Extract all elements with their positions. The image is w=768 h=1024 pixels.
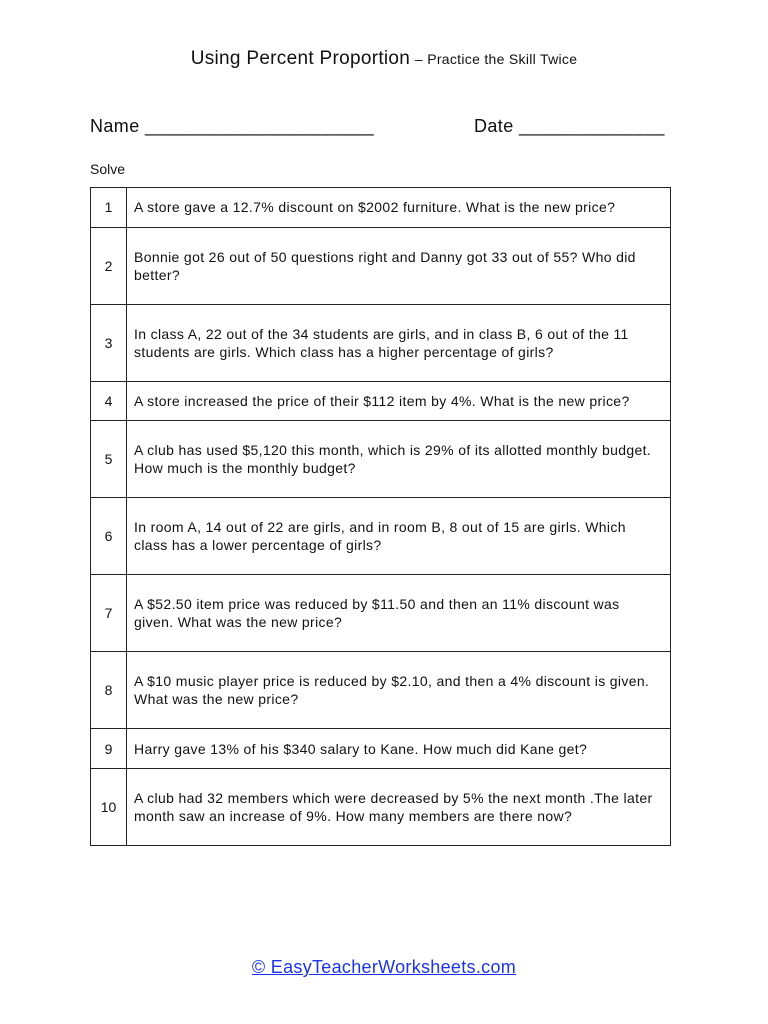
- question-row: [91, 768, 671, 845]
- question-number: 7: [91, 575, 127, 652]
- question-number: 4: [91, 381, 127, 421]
- question-text: Bonnie got 26 out of 50 questions right and Danny got 33 out of 55? Who did better?: [127, 227, 671, 304]
- question-number: 6: [91, 498, 127, 575]
- question-row: [91, 381, 671, 421]
- copyright-link[interactable]: © EasyTeacherWorksheets.com: [251, 957, 517, 977]
- question-row: [91, 498, 671, 575]
- question-number: 1: [91, 188, 127, 228]
- question-number: 5: [91, 421, 127, 498]
- question-row: [91, 575, 671, 652]
- question-number: 3: [91, 304, 127, 381]
- question-row: [91, 421, 671, 498]
- question-number: 9: [91, 729, 127, 769]
- question-row: [91, 729, 671, 769]
- question-number: 10: [91, 768, 127, 845]
- question-number: 2: [91, 227, 127, 304]
- question-text: A store gave a 12.7% discount on $2002 furniture. What is the new price?: [127, 188, 671, 228]
- worksheet-title: [0, 48, 768, 70]
- footer: [0, 957, 768, 978]
- questions-table: [90, 187, 671, 846]
- name-field: Name ______________________: [90, 116, 375, 136]
- instructions: Solve: [90, 161, 126, 177]
- question-row: [91, 652, 671, 729]
- question-row: [91, 188, 671, 228]
- question-text: A store increased the price of their $112 item by 4%. What is the new price?: [127, 381, 671, 421]
- title-main: Using Percent Proportion: [190, 48, 411, 69]
- question-text: In room A, 14 out of 22 are girls, and in room B, 8 out of 15 are girls. Which class has a lower percentage of girls?: [127, 498, 671, 575]
- question-text: Harry gave 13% of his $340 salary to Kane. How much did Kane get?: [127, 729, 671, 769]
- question-text: A $52.50 item price was reduced by $11.50 and then an 11% discount was given. What was the new price?: [127, 575, 671, 652]
- question-row: [91, 227, 671, 304]
- question-text: A club has used $5,120 this month, which is 29% of its allotted monthly budget. How much is the monthly budget?: [127, 421, 671, 498]
- question-text: In class A, 22 out of the 34 students are girls, and in class B, 6 out of the 11 students are girls. Which class has a higher percentage of girls?: [127, 304, 671, 381]
- question-number: 8: [91, 652, 127, 729]
- title-subtitle: – Practice the Skill Twice: [414, 51, 578, 67]
- question-text: A $10 music player price is reduced by $2.10, and then a 4% discount is given. What was the new price?: [127, 652, 671, 729]
- question-text: A club had 32 members which were decreased by 5% the next month .The later month saw an increase of 9%. How many members are there now?: [127, 768, 671, 845]
- question-row: [91, 304, 671, 381]
- date-field: Date ______________: [474, 116, 665, 136]
